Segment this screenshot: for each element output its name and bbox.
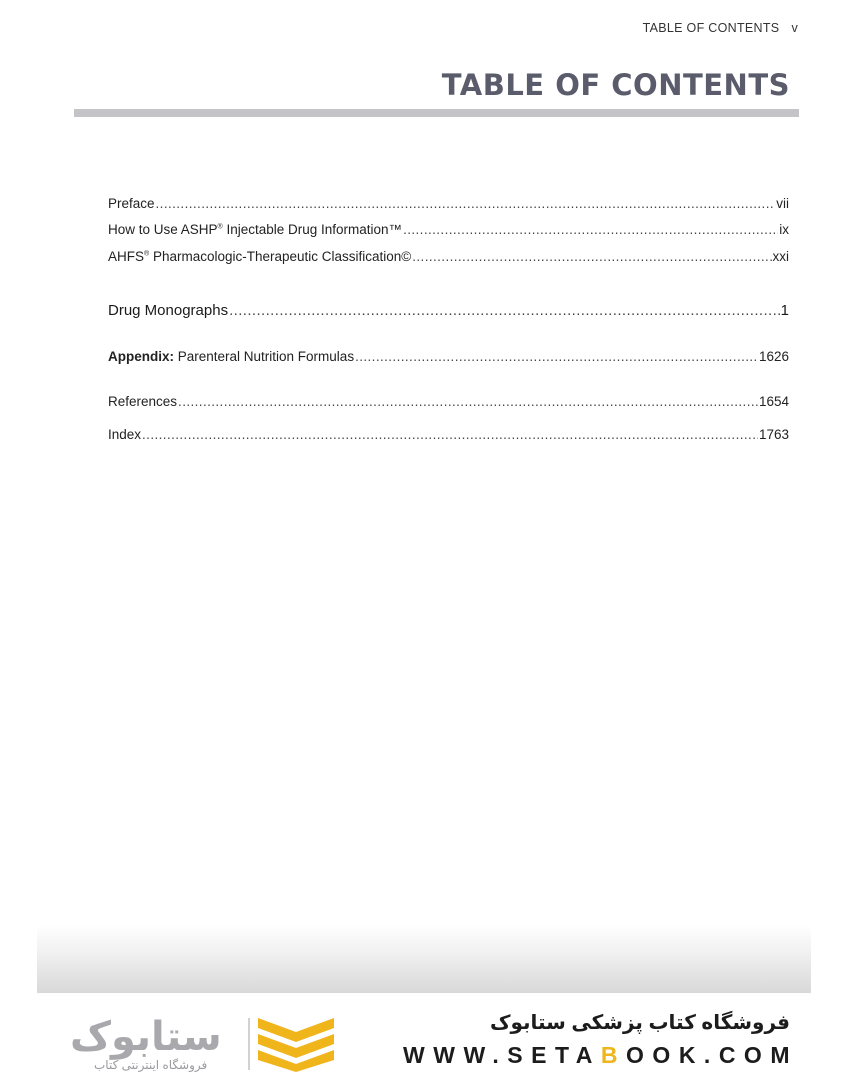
- toc-entry-preface[interactable]: [108, 196, 789, 211]
- dot-leader: [229, 302, 780, 319]
- toc-entry-page: 1: [780, 302, 789, 319]
- store-logo-wordmark: ستابوک: [70, 1014, 222, 1060]
- chevron-stack-icon: [256, 1014, 336, 1072]
- running-head: [643, 21, 798, 35]
- toc-entry-label: How to Use ASHP® Injectable Drug Information™: [108, 222, 403, 237]
- toc-entry-page: 1763: [758, 427, 789, 442]
- dot-leader: [156, 196, 776, 211]
- toc-entry-appendix[interactable]: [108, 349, 789, 364]
- logo-divider: [248, 1018, 250, 1070]
- dot-leader: [142, 427, 758, 442]
- toc-entry-page: vii: [776, 196, 789, 211]
- dot-leader: [178, 394, 758, 409]
- title-rule: [74, 109, 799, 117]
- toc-entry-index[interactable]: [108, 427, 789, 442]
- toc-entry-ahfs-classification[interactable]: [108, 249, 789, 264]
- page-bottom-shadow: [37, 925, 811, 993]
- toc-entry-page: xxi: [772, 249, 789, 264]
- toc-entry-label: Appendix: Parenteral Nutrition Formulas: [108, 349, 355, 364]
- toc-entry-label: Index: [108, 427, 142, 442]
- toc-entry-label: Preface: [108, 196, 155, 211]
- toc-entry-page: ix: [779, 222, 789, 237]
- toc-entry-label: References: [108, 394, 178, 409]
- toc-entry-drug-monographs[interactable]: [108, 302, 789, 319]
- toc-entry-label: AHFS® Pharmacologic-Therapeutic Classification©: [108, 249, 412, 264]
- page-title: TABLE OF CONTENTS: [441, 68, 790, 102]
- dot-leader: [355, 349, 758, 364]
- toc-entry-page: 1654: [758, 394, 789, 409]
- toc-entry-references[interactable]: [108, 394, 789, 409]
- store-name: فروشگاه کتاب پزشکی ستابوک: [489, 1012, 790, 1034]
- running-head-page-number: v: [791, 21, 798, 35]
- dot-leader: [403, 222, 778, 237]
- dot-leader: [412, 249, 771, 264]
- toc-entry-page: 1626: [758, 349, 789, 364]
- running-head-text: TABLE OF CONTENTS: [642, 21, 780, 35]
- store-logo-tagline: فروشگاه اینترنتی کتاب: [94, 1058, 208, 1072]
- toc-entry-how-to-use[interactable]: [108, 222, 789, 237]
- store-url[interactable]: WWW.SETABOOK.COM: [403, 1042, 798, 1068]
- toc-entry-label: Drug Monographs: [108, 302, 229, 319]
